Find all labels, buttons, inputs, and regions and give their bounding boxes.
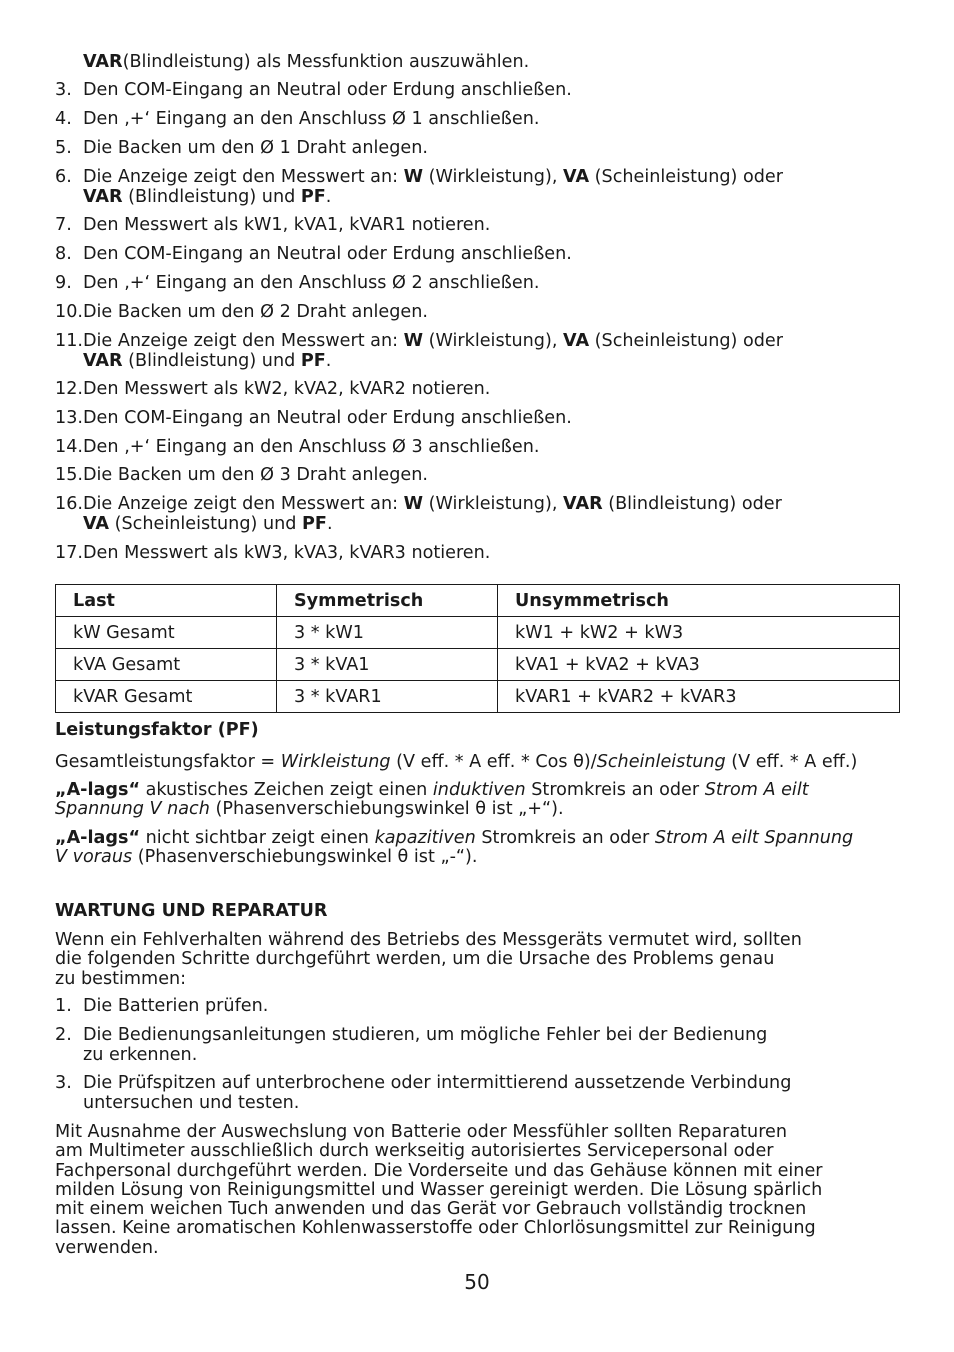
step-item: 11. Die Anzeige zeigt den Messwert an: W (Wirkleistung), VA (Scheinleistung) oder VAR (Blindleistung) und PF. <box>55 331 783 371</box>
step-item: 8. Den COM-Eingang an Neutral oder Erdung anschließen. <box>55 244 572 264</box>
table-cell: kVA1 + kVA2 + kVA3 <box>498 649 900 681</box>
pf-lag-inductive: „A-lags“ akustisches Zeichen zeigt einen induktiven Stromkreis an oder Strom A eilt Spannung V nach (Phasenverschiebungswinkel θ ist „+“). <box>55 780 809 820</box>
table-row <box>56 649 900 681</box>
step-item: 15. Die Backen um den Ø 3 Draht anlegen. <box>55 465 428 485</box>
pf-heading: Leistungsfaktor (PF) <box>55 720 259 740</box>
page-number: 50 <box>464 1270 490 1294</box>
table-cell: kVAR Gesamt <box>56 681 277 713</box>
step-item: 17. Den Messwert als kW3, kVA3, kVAR3 notieren. <box>55 543 491 563</box>
power-table <box>55 584 900 713</box>
step-item: 13. Den COM-Eingang an Neutral oder Erdung anschließen. <box>55 408 572 428</box>
table-row <box>56 681 900 713</box>
table-cell: 3 * kVA1 <box>277 649 498 681</box>
intro-line: VAR(Blindleistung) als Messfunktion auszuwählen. <box>83 52 530 72</box>
maintenance-step: 2. Die Bedienungsanleitungen studieren, um mögliche Fehler bei der Bedienung zu erkennen. <box>55 1025 768 1065</box>
header-asymmetric: Unsymmetrisch <box>498 585 900 617</box>
pf-formula: Gesamtleistungsfaktor = Wirkleistung (V eff. * A eff. * Cos θ)/Scheinleistung (V eff. * A eff.) <box>55 752 858 772</box>
table-header-row <box>56 585 900 617</box>
step-item: 4. Den ‚+‘ Eingang an den Anschluss Ø 1 anschließen. <box>55 109 540 129</box>
table-cell: 3 * kVAR1 <box>277 681 498 713</box>
step-item: 6. Die Anzeige zeigt den Messwert an: W (Wirkleistung), VA (Scheinleistung) oder VAR (Blindleistung) und PF. <box>55 167 783 207</box>
header-symmetric: Symmetrisch <box>277 585 498 617</box>
maintenance-intro: Wenn ein Fehlverhalten während des Betriebs des Messgeräts vermutet wird, sollten die folgenden Schritte durchgeführt werden, um die Ursache des Problems genau zu bestimmen: <box>55 930 802 989</box>
maintenance-closing: Mit Ausnahme der Auswechslung von Batterie oder Messfühler sollten Reparaturen am Multimeter ausschließlich durch werkseitig autorisiertes Servicepersonal oder Fachpersonal durchgeführt werden. Die Vorderseite und das Gehäuse können mit einer milden Lösung von Reinigungsmittel und Wasser gereinigt werden. Die Lösung spärlich mit einem weichen Tuch anwenden und das Gerät vor Gebrauch vollständig trocknen lassen. Keine aromatischen Kohlenwasserstoffe oder Chlorlösungsmittel zur Reinigung verwenden. <box>55 1122 823 1258</box>
header-last: Last <box>56 585 277 617</box>
step-item: 10. Die Backen um den Ø 2 Draht anlegen. <box>55 302 428 322</box>
table-cell: kVA Gesamt <box>56 649 277 681</box>
table-cell: kW1 + kW2 + kW3 <box>498 617 900 649</box>
step-item: 14. Den ‚+‘ Eingang an den Anschluss Ø 3 anschließen. <box>55 437 540 457</box>
table-cell: kVAR1 + kVAR2 + kVAR3 <box>498 681 900 713</box>
maintenance-heading: WARTUNG UND REPARATUR <box>55 901 328 921</box>
table-cell: kW Gesamt <box>56 617 277 649</box>
step-item: 7. Den Messwert als kW1, kVA1, kVAR1 notieren. <box>55 215 491 235</box>
step-item: 16. Die Anzeige zeigt den Messwert an: W (Wirkleistung), VAR (Blindleistung) oder VA (Scheinleistung) und PF. <box>55 494 782 534</box>
step-item: 9. Den ‚+‘ Eingang an den Anschluss Ø 2 anschließen. <box>55 273 540 293</box>
step-item: 3. Den COM-Eingang an Neutral oder Erdung anschließen. <box>55 80 572 100</box>
table-row <box>56 617 900 649</box>
maintenance-step: 1. Die Batterien prüfen. <box>55 996 269 1016</box>
pf-lag-capacitive: „A-lags“ nicht sichtbar zeigt einen kapazitiven Stromkreis an oder Strom A eilt Spannung V voraus (Phasenverschiebungswinkel θ ist „-“). <box>55 828 854 868</box>
maintenance-step: 3. Die Prüfspitzen auf unterbrochene oder intermittierend aussetzende Verbindung untersuchen und testen. <box>55 1073 792 1113</box>
table-cell: 3 * kW1 <box>277 617 498 649</box>
step-item: 5. Die Backen um den Ø 1 Draht anlegen. <box>55 138 428 158</box>
step-item: 12. Den Messwert als kW2, kVA2, kVAR2 notieren. <box>55 379 491 399</box>
